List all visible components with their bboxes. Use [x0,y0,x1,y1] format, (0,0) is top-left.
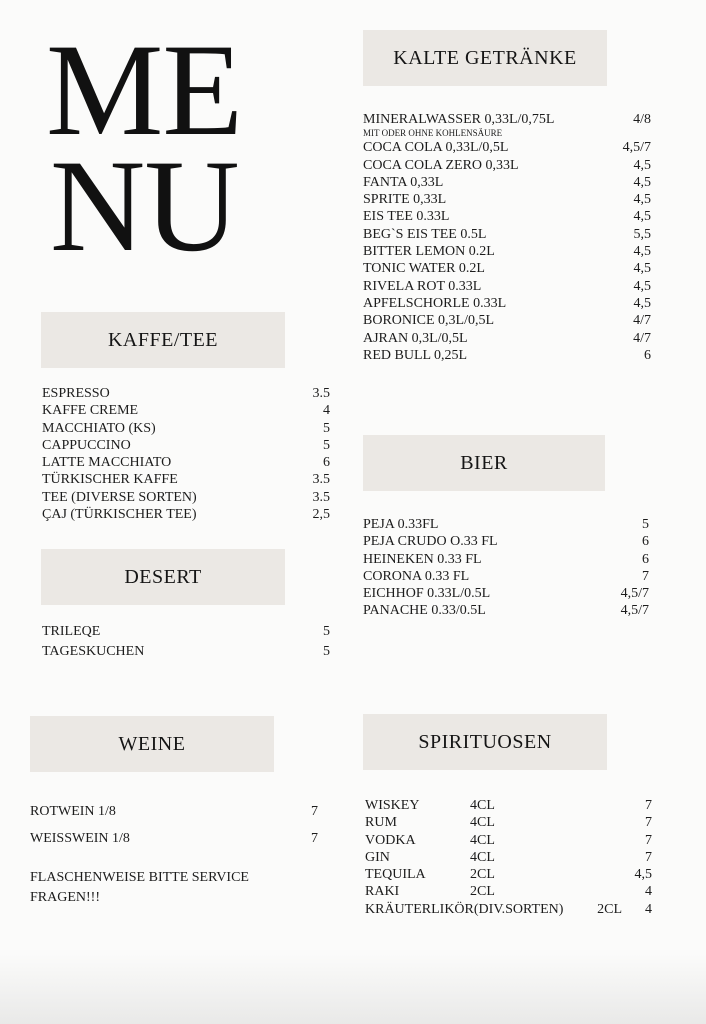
menu-item [365,883,652,900]
kaffe-list [42,385,330,523]
menu-item [363,602,649,619]
kalt-list [363,111,651,364]
item-price: 4,5 [633,278,651,294]
menu-item [30,825,318,852]
item-price: 5 [323,624,330,639]
menu-item [363,330,651,347]
spirituosen-list [365,797,652,918]
item-price: 4 [645,901,652,917]
item-name: EIS TEE 0.33L [363,209,450,225]
item-price: 4,5 [633,295,651,311]
item-name: TÜRKISCHER KAFFE [42,472,178,488]
item-name: MINERALWASSER 0,33L/0,75L [363,112,555,127]
item-name: RED BULL 0,25L [363,347,468,363]
item-price: 4,5 [633,192,651,208]
section-header-kalt [363,30,607,86]
item-name: WEISSWEIN 1/8 [30,831,130,846]
item-amount: 4CL [470,832,495,848]
item-price: 4,5/7 [620,603,649,619]
menu-item [363,157,651,174]
menu-item [363,551,649,568]
item-name: PEJA 0.33FL [363,517,439,532]
item-name: KAFFE CREME [42,403,139,419]
section-title: DESERT [124,565,202,588]
item-name: TAGESKUCHEN [42,644,145,659]
item-price: 4,5 [634,867,652,883]
item-name: TRILEQE [42,624,101,639]
item-name: EICHHOF 0.33L/0.5L [363,586,491,602]
item-name: ROTWEIN 1/8 [30,804,116,819]
item-price: 4 [323,403,330,419]
item-name: PANACHE 0.33/0.5L [363,603,486,619]
menu-title-line2: NU [50,132,239,279]
item-name: TEE (DIVERSE SORTEN) [42,489,197,505]
item-price: 7 [645,849,652,865]
menu-item [363,295,651,312]
item-amount: 2CL [470,867,495,883]
menu-item [365,849,652,866]
item-price: 4,5/7 [622,140,651,156]
item-price: 3.5 [312,472,330,488]
menu-item [42,642,330,662]
item-price: 6 [644,347,651,363]
item-name: BEG`S EIS TEE 0.5L [363,226,487,242]
item-name: FANTA 0,33L [363,174,444,190]
menu-item [42,385,330,402]
item-name: SPRITE 0,33L [363,192,447,208]
item-price: 4/7 [633,313,651,329]
item-name: TONIC WATER 0.2L [363,261,485,277]
section-header-bier [363,435,605,491]
item-price: 4/8 [633,112,651,127]
menu-title-line1: ME [46,16,242,163]
desert-list [42,622,330,662]
item-price: 7 [645,815,652,831]
menu-item [363,111,651,128]
item-name: RIVELA ROT 0.33L [363,278,482,294]
item-name: TEQUILA [365,867,426,883]
item-price: 2,5 [312,507,330,523]
section-header-desert [41,549,285,605]
weine-list [30,798,318,852]
item-price: 4,5 [633,174,651,190]
item-name: AJRAN 0,3L/0,5L [363,330,468,346]
menu-item [363,208,651,225]
item-name: MACCHIATO (KS) [42,420,156,436]
item-name: BITTER LEMON 0.2L [363,244,495,260]
menu-item [363,260,651,277]
page-shadow [0,954,706,1024]
item-price: 6 [323,455,330,471]
item-price: 5 [323,437,330,453]
item-price: 4,5 [633,244,651,260]
bier-list [363,516,649,620]
menu-item [365,901,652,918]
menu-item [42,506,330,523]
item-price: 4,5 [633,157,651,173]
item-amount: 4CL [470,798,495,813]
item-name: APFELSCHORLE 0.33L [363,295,507,311]
item-amount: 2CL [470,884,495,900]
item-name: HEINEKEN 0.33 FL [363,551,482,567]
item-price: 6 [642,551,649,567]
section-header-kaffe [41,312,285,368]
weine-note: FLASCHENWEISE BITTE SERVICE FRAGEN!!! [30,870,249,905]
item-name: WISKEY [365,798,420,813]
item-name: BORONICE 0,3L/0,5L [363,313,495,329]
item-price: 3.5 [312,386,330,401]
item-price: 3.5 [312,489,330,505]
item-price: 5 [323,420,330,436]
item-amount: 2CL [597,901,622,917]
item-price: 5 [642,517,649,532]
menu-item [363,174,651,191]
item-name: KRÄUTERLIKÖR(DIV.SORTEN) [365,901,564,917]
menu-item [363,191,651,208]
menu-item [42,420,330,437]
item-name: CORONA 0.33 FL [363,568,470,584]
item-price: 7 [645,832,652,848]
item-price: 4 [645,884,652,900]
item-amount: 4CL [470,815,495,831]
item-name: RAKI [365,884,400,900]
menu-item [363,278,651,295]
item-amount: 4CL [470,849,495,865]
menu-item [30,798,318,825]
menu-item [365,832,652,849]
menu-item [363,243,651,260]
menu-item [363,516,649,533]
item-price: 5 [323,644,330,659]
item-price: 4,5/7 [620,586,649,602]
menu-item [42,489,330,506]
section-header-weine [30,716,274,772]
item-name: ÇAJ (TÜRKISCHER TEE) [42,507,197,523]
menu-item [42,454,330,471]
item-price: 7 [311,804,318,819]
item-name: GIN [365,849,390,865]
item-price: 7 [645,798,652,813]
item-name: PEJA CRUDO O.33 FL [363,534,498,550]
item-name: COCA COLA ZERO 0,33L [363,157,519,173]
section-title: KALTE GETRÄNKE [393,46,577,69]
item-price: 7 [642,568,649,584]
item-name: COCA COLA 0,33L/0,5L [363,140,509,156]
item-price: 4,5 [633,261,651,277]
section-title: KAFFE/TEE [107,328,219,351]
item-price: 7 [311,831,318,846]
menu-item [363,347,651,364]
item-price: 5,5 [633,226,651,242]
section-title: BIER [460,451,508,474]
menu-item [363,139,651,156]
item-name: CAPPUCCINO [42,437,131,453]
menu-item [363,585,649,602]
menu-item [42,437,330,454]
menu-item [363,533,649,550]
menu-item [365,814,652,831]
item-name: RUM [365,815,397,831]
item-name: VODKA [365,832,416,848]
menu-item [363,312,651,329]
item-price: 6 [642,534,649,550]
menu-item [365,797,652,814]
menu-item [42,622,330,642]
menu-item [363,568,649,585]
item-name: LATTE MACCHIATO [42,455,172,471]
item-name: ESPRESSO [42,386,110,401]
section-header-spirituosen [363,714,607,770]
menu-item [42,402,330,419]
section-title: SPIRITUOSEN [418,730,552,753]
item-note: MIT ODER OHNE KOHLENSÄURE [363,128,503,139]
item-price: 4,5 [633,209,651,225]
menu-item [363,226,651,243]
item-price: 4/7 [633,330,651,346]
menu-item [365,866,652,883]
menu-item [42,471,330,488]
section-title: WEINE [118,732,186,755]
